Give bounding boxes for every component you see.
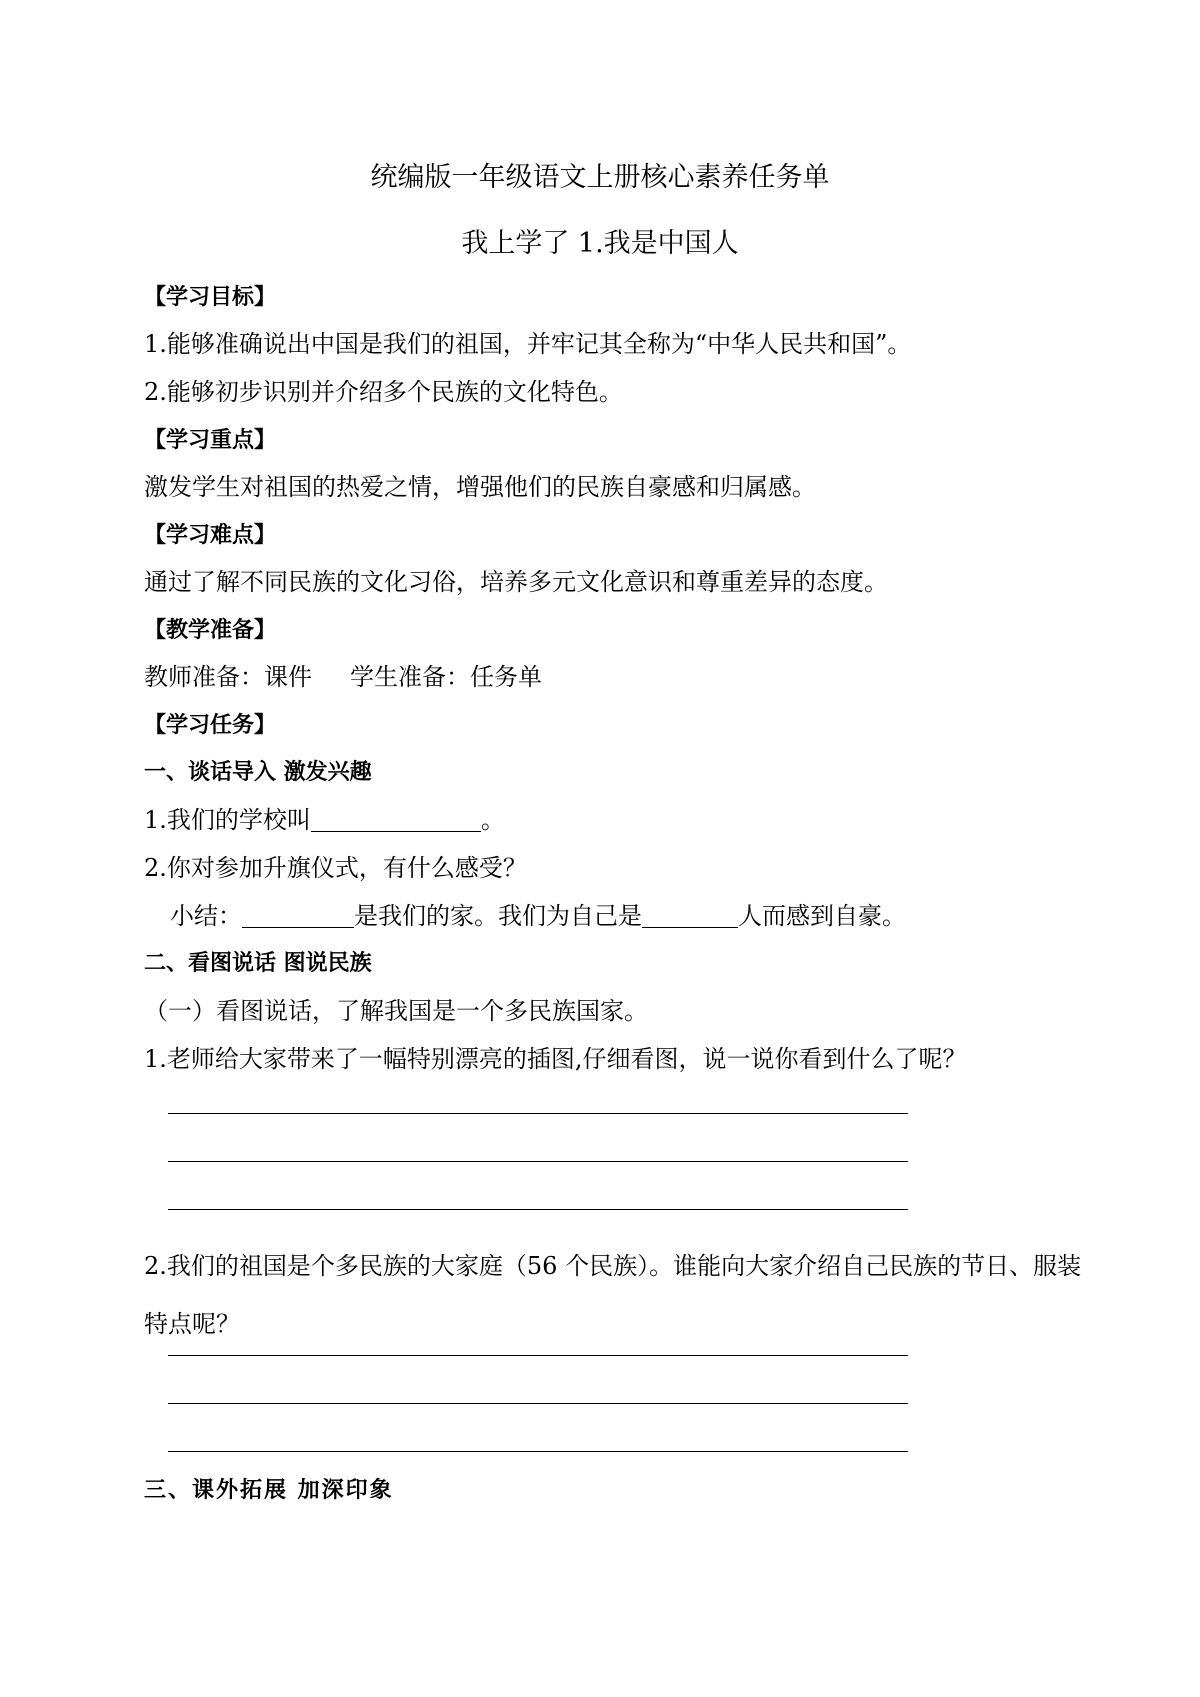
goal-item: 1.能够准确说出中国是我们的祖国，并牢记其全称为“中华人民共和国”。	[144, 330, 912, 358]
doc-title: 统编版一年级语文上册核心素养任务单	[370, 162, 830, 193]
task-flag-ceremony: 2.你对参加升旗仪式，有什么感受？	[144, 854, 527, 882]
summary-blank-2[interactable]	[642, 903, 738, 928]
answer-line[interactable]	[168, 1403, 908, 1404]
teacher-preparation: 教师准备：课件	[144, 663, 312, 691]
difficulties-text: 通过了解不同民族的文化习俗，培养多元文化意识和尊重差异的态度。	[144, 568, 888, 596]
section-heading-tasks: 【学习任务】	[144, 713, 277, 738]
part-one-heading: 一、谈话导入 激发兴趣	[144, 760, 372, 785]
preparation-text	[144, 661, 542, 693]
answer-line[interactable]	[168, 1355, 908, 1356]
doc-subtitle: 我上学了 1.我是中国人	[461, 228, 739, 259]
answer-line[interactable]	[168, 1209, 908, 1210]
answer-line[interactable]	[168, 1451, 908, 1452]
answer-line[interactable]	[168, 1161, 908, 1162]
section-heading-difficulties: 【学习难点】	[144, 523, 277, 548]
school-name-blank[interactable]	[311, 807, 481, 832]
task-school-name: 1.我们的学校叫 。	[144, 806, 505, 834]
student-preparation: 学生准备：任务单	[350, 663, 542, 691]
task-describe-picture: 1.老师给大家带来了一幅特别漂亮的插图,仔细看图，说一说你看到什么了呢？	[144, 1045, 967, 1073]
section-heading-key-points: 【学习重点】	[144, 428, 277, 453]
section-heading-preparation: 【教学准备】	[144, 618, 277, 643]
key-points-text: 激发学生对祖国的热爱之情，增强他们的民族自豪感和归属感。	[144, 473, 816, 501]
part-two-heading: 二、看图说话 图说民族	[144, 951, 372, 976]
answer-line[interactable]	[168, 1113, 908, 1114]
summary-blank-1[interactable]	[242, 903, 354, 928]
section-heading-goals: 【学习目标】	[144, 285, 277, 310]
part-three-heading: 三、课外拓展 加深印象	[144, 1478, 394, 1503]
part-two-sub-heading: （一）看图说话，了解我国是一个多民族国家。	[144, 997, 648, 1025]
goal-item: 2.能够初步识别并介绍多个民族的文化特色。	[144, 378, 623, 406]
task-introduce-ethnicity: 2.我们的祖国是个多民族的大家庭（56 个民族）。谁能向大家介绍自己民族的节日、服装特点呢？	[144, 1252, 1082, 1338]
summary-line: 小结： 是我们的家。我们为自己是 人而感到自豪。	[170, 902, 906, 930]
